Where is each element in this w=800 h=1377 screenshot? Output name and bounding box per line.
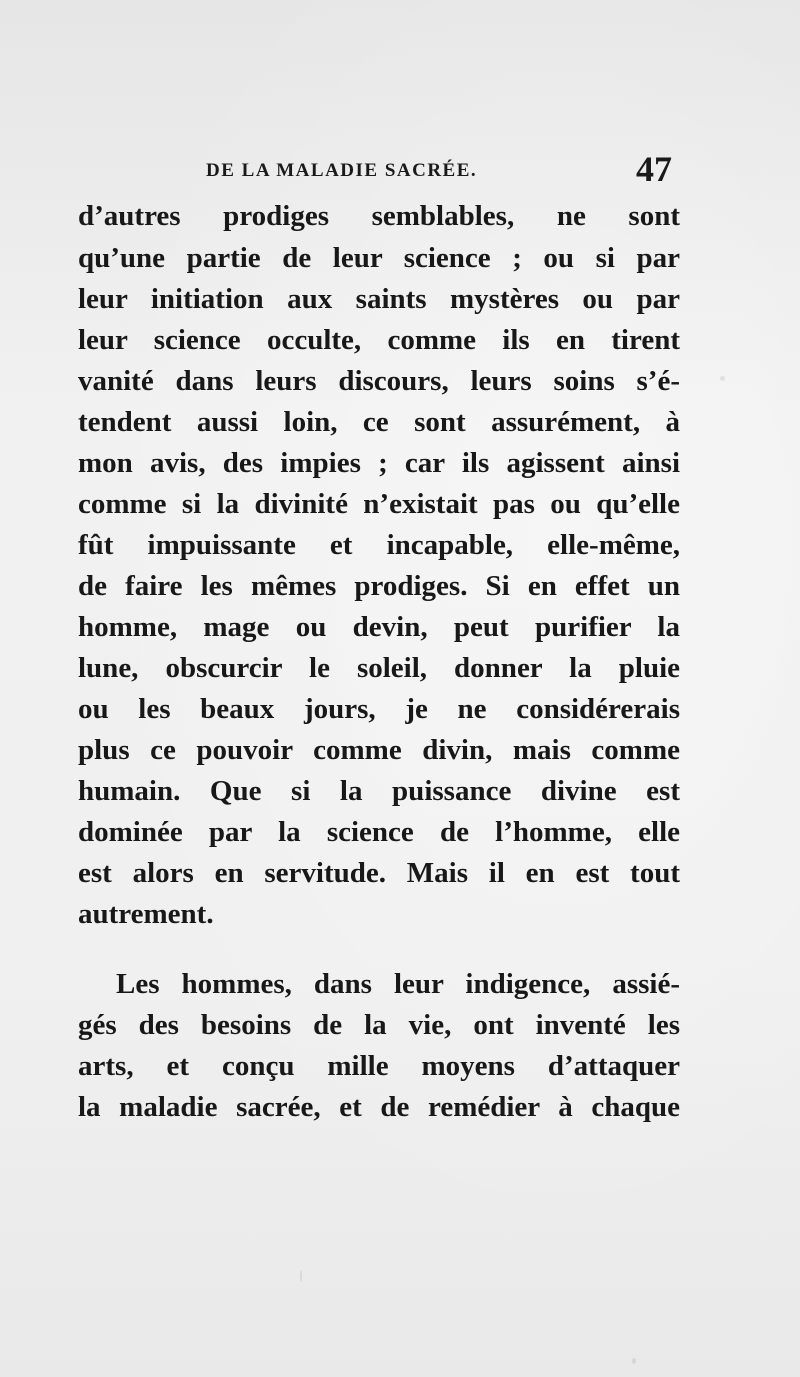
text-line: autrement. [78, 898, 214, 930]
text-line: vanité dans leurs discours, leurs soins s’é- [78, 365, 680, 397]
text-line: gés des besoins de la vie, ont inventé les [78, 1009, 680, 1041]
scan-speck [632, 1358, 636, 1364]
text-line: leur science occulte, comme ils en tirent [78, 324, 680, 356]
text-line: arts, et conçu mille moyens d’attaquer [78, 1050, 680, 1082]
text-line: humain. Que si la puissance divine est [78, 775, 680, 807]
text-line: leur initiation aux saints mystères ou par [78, 283, 680, 315]
running-title: DE LA MALADIE SACRÉE. [206, 160, 478, 181]
scan-speck [720, 376, 725, 381]
text-line: d’autres prodiges semblables, ne sont [78, 200, 680, 232]
text-line: plus ce pouvoir comme divin, mais comme [78, 734, 680, 766]
text-line: tendent aussi loin, ce sont assurément, à [78, 406, 680, 438]
page-number: 47 [636, 149, 672, 189]
text-line: de faire les mêmes prodiges. Si en effet un [78, 570, 680, 602]
text-line: dominée par la science de l’homme, elle [78, 816, 680, 848]
text-line: mon avis, des impies ; car ils agissent ainsi [78, 447, 680, 479]
text-line: homme, mage ou devin, peut purifier la [78, 611, 680, 643]
text-line: est alors en servitude. Mais il en est tout [78, 857, 680, 889]
text-line: la maladie sacrée, et de remédier à chaque [78, 1091, 680, 1123]
text-line: ou les beaux jours, je ne considérerais [78, 693, 680, 725]
text-line: comme si la divinité n’existait pas ou qu’elle [78, 488, 680, 520]
text-line: qu’une partie de leur science ; ou si par [78, 242, 680, 274]
scan-speck [300, 1270, 302, 1282]
text-line: lune, obscurcir le soleil, donner la pluie [78, 652, 680, 684]
text-line: Les hommes, dans leur indigence, assié- [116, 968, 680, 1000]
text-line: fût impuissante et incapable, elle-même, [78, 529, 680, 561]
